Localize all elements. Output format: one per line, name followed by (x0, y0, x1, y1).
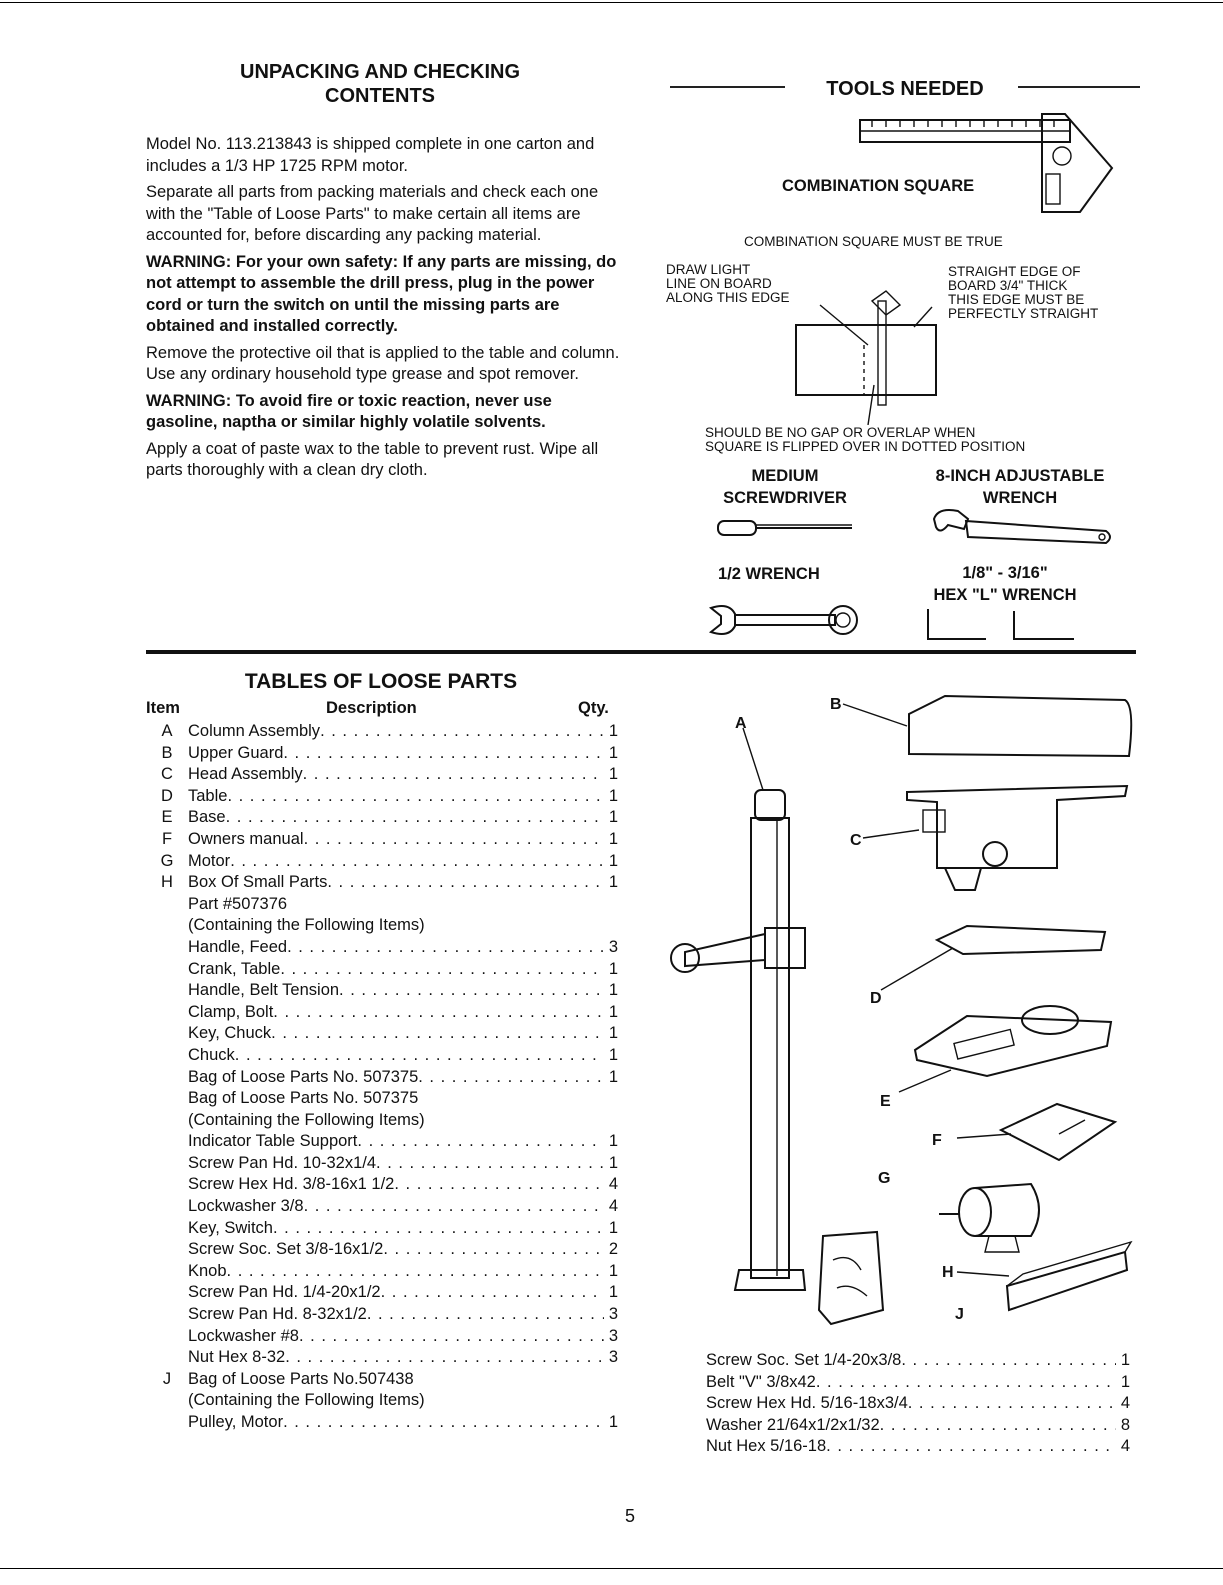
item-qty: 1 (608, 1218, 618, 1237)
table-row (146, 1304, 618, 1326)
leader-dots (381, 1282, 604, 1304)
label-line: PERFECTLY STRAIGHT (948, 306, 1099, 321)
item-qty: 1 (608, 1067, 618, 1086)
item-description (188, 1088, 604, 1110)
paragraph: Separate all parts from packing materials and check each one with the "Table of Loose Parts" to make certain all items are accounted for, before discarding any packing material. (146, 183, 599, 244)
straight-edge-label (948, 265, 1098, 321)
page-number: 5 (624, 1506, 635, 1526)
description-text: Screw Hex Hd. 3/8-16x1 1/2 (188, 1175, 395, 1194)
item-description (188, 1110, 604, 1132)
figure-label-c: C (850, 832, 862, 849)
leader-dots (418, 1067, 604, 1089)
no-gap-note (705, 426, 1025, 454)
item-qty: 1 (608, 1132, 618, 1151)
table-row (146, 786, 618, 808)
item-qty: 3 (608, 1305, 618, 1324)
item-qty (604, 1390, 618, 1412)
item-description (706, 1415, 1116, 1437)
parts-table-header (146, 699, 616, 721)
item-letter (146, 1153, 188, 1175)
item-description (188, 1131, 604, 1153)
item-qty: 1 (608, 873, 618, 892)
item-qty (604, 894, 618, 916)
description-text: Screw Hex Hd. 5/16-18x3/4 (706, 1394, 908, 1413)
leader-dots (283, 1412, 604, 1434)
item-qty: 1 (608, 1261, 618, 1280)
item-letter (146, 1261, 188, 1283)
description-text: Owners manual (188, 829, 304, 848)
hex-wrench-label (910, 562, 1100, 606)
table-row (706, 1350, 1130, 1372)
item-letter: F (161, 829, 173, 848)
leader-dots (227, 786, 604, 808)
leader-dots (235, 1045, 604, 1067)
item-letter: A (161, 722, 173, 740)
item-description (188, 851, 604, 873)
item-description (188, 959, 604, 981)
item-qty: 1 (608, 1283, 618, 1302)
table-row (146, 721, 618, 743)
table-row (146, 959, 618, 981)
label-line: MEDIUM (751, 467, 819, 485)
item-description (188, 937, 604, 959)
item-letter: J (162, 1369, 172, 1388)
rule (1018, 86, 1140, 88)
item-qty: 2 (608, 1240, 618, 1259)
description-text: Base (188, 808, 226, 827)
item-letter (146, 1002, 188, 1024)
item-qty: 4 (1120, 1394, 1130, 1413)
item-letter (146, 1174, 188, 1196)
square-note: COMBINATION SQUARE MUST BE TRUE (744, 234, 1003, 249)
item-qty (604, 1088, 618, 1110)
description-text: Key, Switch (188, 1218, 273, 1237)
item-qty: 1 (608, 981, 618, 1000)
description-text: Table (188, 786, 228, 805)
leader-dots (304, 829, 604, 851)
item-description (188, 1045, 604, 1067)
description-text: Part #507376 (188, 894, 288, 913)
leader-dots (908, 1393, 1116, 1415)
leader-dots (901, 1350, 1116, 1372)
item-description (188, 1002, 604, 1024)
warning-paragraph: WARNING: For your own safety: If any parts are missing, do not attempt to assemble the drill press, plug in the power cord or turn the switch on until the missing parts are obtained and installed correctly. (146, 252, 617, 335)
top-rule (0, 2, 1223, 3)
table-row (706, 1372, 1130, 1394)
item-letter (146, 1304, 188, 1326)
leader-dots (327, 872, 604, 894)
item-description (188, 786, 604, 808)
table-row (146, 807, 618, 829)
item-qty: 1 (608, 959, 618, 978)
table-row (146, 1002, 618, 1024)
item-letter (146, 1347, 188, 1369)
label-line: LINE ON BOARD (666, 276, 772, 291)
loose-parts-list (146, 721, 618, 1434)
adjustable-wrench-icon (928, 505, 1118, 555)
description-text: (Containing the Following Items) (188, 916, 425, 935)
description-text: Column Assembly (188, 722, 321, 740)
table-row (146, 1412, 618, 1434)
table-row (146, 1261, 618, 1283)
description-text: Lockwasher 3/8 (188, 1197, 304, 1216)
title-line: UNPACKING AND CHECKING (240, 61, 520, 83)
leader-dots (303, 764, 604, 786)
item-letter (146, 1045, 188, 1067)
leader-dots (226, 807, 604, 829)
label-line: STRAIGHT EDGE OF (948, 264, 1081, 279)
item-description (188, 1023, 604, 1045)
label-line: WRENCH (982, 489, 1058, 507)
item-description (706, 1372, 1116, 1394)
description-text: Crank, Table (188, 959, 281, 978)
section-title-unpacking (170, 60, 590, 108)
half-wrench-label: 1/2 WRENCH (718, 565, 820, 583)
description-text: Head Assembly (188, 765, 303, 784)
tools-needed-header (670, 80, 1140, 106)
table-row (146, 1153, 618, 1175)
item-description (188, 872, 604, 894)
table-row (146, 829, 618, 851)
table-row (706, 1436, 1130, 1458)
unpacking-body (146, 134, 626, 487)
item-letter (146, 1412, 188, 1434)
figure-label-e: E (880, 1093, 891, 1110)
description-text: Screw Soc. Set 3/8-16x1/2 (188, 1240, 384, 1259)
item-letter (146, 915, 188, 937)
item-description (188, 1347, 604, 1369)
description-text: Upper Guard (188, 743, 284, 762)
description-text: Knob (188, 1261, 227, 1280)
table-row (706, 1393, 1130, 1415)
item-letter (146, 980, 188, 1002)
item-description (188, 721, 604, 743)
item-description (188, 894, 604, 916)
leader-dots (271, 1023, 604, 1045)
item-qty: 4 (608, 1175, 618, 1194)
item-description (188, 1282, 604, 1304)
figure-label-d: D (870, 990, 882, 1007)
figure-label-f: F (932, 1132, 942, 1149)
item-description (188, 1153, 604, 1175)
table-row (146, 1067, 618, 1089)
table-row (146, 764, 618, 786)
label-line: ALONG THIS EDGE (666, 290, 790, 305)
leader-dots (285, 1347, 604, 1369)
bottom-rule (0, 1568, 1223, 1569)
combination-square-icon (850, 112, 1130, 222)
hex-l-wrench-icon (922, 605, 1082, 645)
leader-dots (283, 743, 604, 765)
description-text: Nut Hex 5/16-18 (706, 1437, 827, 1456)
item-qty: 1 (608, 808, 618, 827)
leader-dots (320, 721, 604, 743)
description-text: Screw Pan Hd. 1/4-20x1/2 (188, 1283, 381, 1302)
item-letter (146, 937, 188, 959)
item-description (188, 915, 604, 937)
item-description (188, 1304, 604, 1326)
table-row (146, 1326, 618, 1348)
item-qty: 1 (1120, 1351, 1130, 1369)
leader-dots (287, 937, 604, 959)
item-description (188, 1390, 604, 1412)
half-wrench-icon (705, 600, 865, 640)
warning-paragraph: WARNING: To avoid fire or toxic reaction, never use gasoline, naptha or similar highly volatile solvents. (146, 391, 552, 431)
table-row (146, 894, 618, 916)
table-row (146, 1347, 618, 1369)
description-text: Screw Soc. Set 1/4-20x3/8 (706, 1351, 902, 1369)
loose-parts-list-continued (706, 1350, 1130, 1458)
leader-dots (304, 1196, 604, 1218)
figure-label-b: B (830, 696, 842, 713)
table-row (146, 1174, 618, 1196)
table-row (146, 1239, 618, 1261)
leader-dots (273, 1218, 604, 1240)
screwdriver-label (705, 465, 865, 509)
item-letter (146, 1196, 188, 1218)
description-text: Bag of Loose Parts No.507438 (188, 1369, 414, 1388)
label-line: 1/8" - 3/16" (962, 564, 1048, 582)
leader-dots (230, 851, 604, 873)
item-letter: G (160, 851, 174, 870)
leader-dots (376, 1153, 604, 1175)
item-qty: 4 (1120, 1437, 1130, 1456)
item-qty: 3 (608, 1326, 618, 1345)
description-text: Handle, Belt Tension (188, 981, 340, 1000)
adjustable-wrench-label (910, 465, 1130, 509)
label-line: DRAW LIGHT (666, 262, 751, 277)
section-title-tools: TOOLS NEEDED (826, 78, 984, 100)
description-text: (Containing the Following Items) (188, 1110, 425, 1129)
item-qty: 8 (1120, 1415, 1130, 1434)
item-qty: 1 (608, 1002, 618, 1021)
label-line: 8-INCH ADJUSTABLE (935, 467, 1105, 485)
combination-square-label: COMBINATION SQUARE (782, 177, 975, 195)
description-text: Indicator Table Support (188, 1132, 358, 1151)
leader-dots (367, 1304, 604, 1326)
description-text: Screw Pan Hd. 10-32x1/4 (188, 1153, 377, 1172)
table-row (146, 1045, 618, 1067)
description-text: Belt "V" 3/8x42 (706, 1372, 816, 1391)
item-letter (146, 1326, 188, 1348)
label-line: SCREWDRIVER (723, 489, 847, 507)
item-qty: 1 (608, 722, 618, 740)
description-text: Motor (188, 851, 231, 870)
item-description (706, 1436, 1116, 1458)
leader-dots (339, 980, 604, 1002)
leader-dots (880, 1415, 1116, 1437)
label-line: THIS EDGE MUST BE (948, 292, 1085, 307)
description-text: Lockwasher #8 (188, 1326, 299, 1345)
item-qty: 1 (608, 1024, 618, 1043)
item-letter (146, 894, 188, 916)
item-letter (146, 1390, 188, 1412)
item-letter: C (161, 765, 173, 784)
item-letter (146, 1110, 188, 1132)
description-text: Nut Hex 8-32 (188, 1348, 286, 1367)
leader-dots (299, 1326, 604, 1348)
leader-dots (227, 1261, 604, 1283)
item-qty (604, 1369, 618, 1391)
item-letter: E (161, 808, 173, 827)
figure-label-j: J (955, 1306, 964, 1323)
item-description (188, 1261, 604, 1283)
table-row (146, 1218, 618, 1240)
table-row (146, 937, 618, 959)
section-divider (146, 650, 1136, 654)
rule (670, 86, 785, 88)
label-line: SHOULD BE NO GAP OR OVERLAP WHEN (705, 425, 976, 440)
table-row (146, 1131, 618, 1153)
item-letter: H (161, 873, 173, 892)
square-check-diagram-icon (790, 285, 960, 425)
item-description (188, 743, 604, 765)
leader-dots (826, 1436, 1116, 1458)
item-description (188, 1174, 604, 1196)
item-description (188, 829, 604, 851)
label-line: HEX "L" WRENCH (933, 586, 1077, 604)
item-qty: 1 (608, 1413, 618, 1431)
paragraph: Remove the protective oil that is applied to the table and column. Use any ordinary household type grease and spot remover. (146, 343, 620, 383)
description-text: Handle, Feed (188, 937, 288, 956)
item-description (706, 1393, 1116, 1415)
header-item: Item (146, 699, 180, 717)
section-title-loose-parts: TABLES OF LOOSE PARTS (244, 670, 518, 693)
item-description (188, 764, 604, 786)
item-letter (146, 1067, 188, 1089)
figure-label-h: H (942, 1264, 954, 1281)
item-letter (146, 1239, 188, 1261)
description-text: Washer 21/64x1/2x1/32 (706, 1415, 880, 1434)
table-row (146, 1369, 618, 1391)
paragraph: Apply a coat of paste wax to the table to prevent rust. Wipe all parts thoroughly with a clean dry cloth. (146, 439, 599, 479)
item-description (188, 807, 604, 829)
item-qty: 1 (608, 765, 618, 784)
parts-illustration (655, 690, 1145, 1340)
label-line: BOARD 3/4" THICK (948, 278, 1068, 293)
item-letter: B (161, 743, 173, 762)
item-qty (604, 915, 618, 937)
table-row (146, 1390, 618, 1412)
item-letter (146, 1218, 188, 1240)
title-line: CONTENTS (325, 85, 435, 107)
description-text: Box Of Small Parts (188, 873, 328, 892)
item-letter (146, 1023, 188, 1045)
screwdriver-icon (712, 515, 862, 541)
description-text: Clamp, Bolt (188, 1002, 274, 1021)
item-qty: 1 (608, 786, 618, 805)
leader-dots (394, 1174, 604, 1196)
table-row (146, 743, 618, 765)
table-row (146, 1088, 618, 1110)
figure-label-a: A (735, 715, 747, 732)
description-text: Bag of Loose Parts No. 507375 (188, 1089, 419, 1108)
item-description (188, 1239, 604, 1261)
description-text: Chuck (188, 1045, 235, 1064)
label-line: SQUARE IS FLIPPED OVER IN DOTTED POSITION (705, 439, 1026, 454)
table-row (146, 980, 618, 1002)
table-row (146, 1282, 618, 1304)
leader-dots (273, 1002, 604, 1024)
item-qty: 1 (608, 1153, 618, 1172)
paragraph: Model No. 113.213843 is shipped complete in one carton and includes a 1/3 HP 1725 RPM motor. (146, 135, 595, 175)
description-text: Screw Pan Hd. 8-32x1/2 (188, 1305, 367, 1324)
item-description (188, 1196, 604, 1218)
item-qty: 1 (608, 851, 618, 870)
item-letter (146, 1131, 188, 1153)
description-text: Key, Chuck (188, 1024, 272, 1043)
item-letter (146, 1282, 188, 1304)
table-row (146, 915, 618, 937)
item-letter (146, 959, 188, 981)
table-row (146, 851, 618, 873)
item-description (188, 980, 604, 1002)
item-qty: 3 (608, 1348, 618, 1367)
item-description (706, 1350, 1116, 1372)
item-qty: 1 (608, 829, 618, 848)
item-qty: 4 (608, 1197, 618, 1216)
item-qty: 1 (1120, 1372, 1130, 1391)
leader-dots (383, 1239, 604, 1261)
leader-dots (357, 1131, 604, 1153)
item-letter (146, 1088, 188, 1110)
item-letter: D (161, 786, 173, 805)
header-qty: Qty. (578, 699, 609, 717)
item-description (188, 1412, 604, 1434)
table-row (146, 1196, 618, 1218)
item-qty: 1 (608, 743, 618, 762)
item-qty: 3 (608, 937, 618, 956)
description-text: (Containing the Following Items) (188, 1391, 425, 1410)
table-row (706, 1415, 1130, 1437)
table-row (146, 1023, 618, 1045)
leader-dots (816, 1372, 1116, 1394)
description-text: Bag of Loose Parts No. 507375 (188, 1067, 419, 1086)
item-description (188, 1067, 604, 1089)
item-description (188, 1369, 604, 1391)
draw-light-label (666, 263, 790, 305)
item-qty: 1 (608, 1045, 618, 1064)
item-description (188, 1326, 604, 1348)
figure-label-g: G (878, 1170, 891, 1187)
item-qty (604, 1110, 618, 1132)
description-text: Pulley, Motor (188, 1413, 284, 1431)
table-row (146, 1110, 618, 1132)
header-description: Description (326, 699, 417, 717)
table-row (146, 872, 618, 894)
item-description (188, 1218, 604, 1240)
leader-dots (280, 959, 604, 981)
